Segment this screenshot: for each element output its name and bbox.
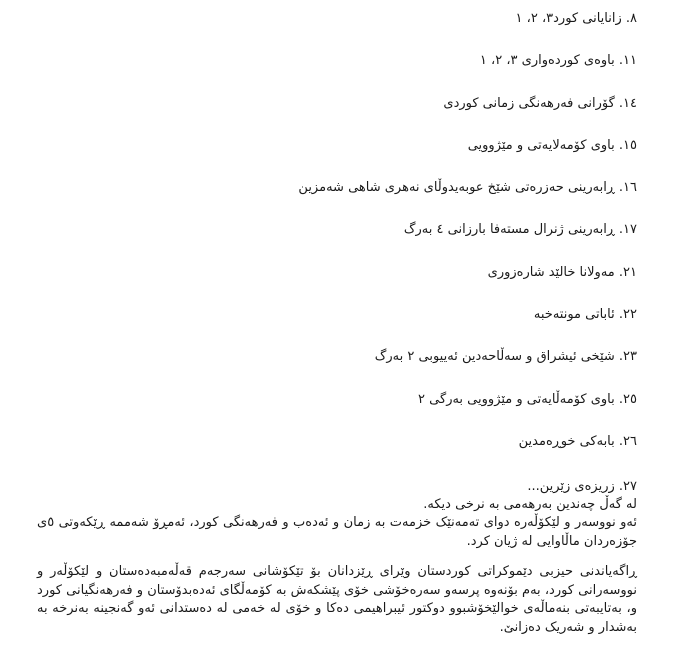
list-item: ١١. باوەی کوردەواری ٣، ٢، ١ bbox=[479, 53, 637, 69]
list-item: ٨. زانایانی کورد٣، ٢، ١ bbox=[515, 11, 637, 26]
list-item: ٢٣. شێخی ئیشراق و سەڵاحەدین ئەییوبی ٢ بەرگ bbox=[374, 349, 637, 365]
list-item: ١٤. گۆرانی فەرهەنگی زمانی کوردی bbox=[443, 95, 637, 111]
paragraph-passing: ئەو نووسەر و لێکۆڵەرە دوای تەمەنێک خزمەت بە زمان و ئەدەب و فەرهەنگی کورد، ئەمڕۆ شەممە ڕێکەوتی ٥ی جۆزەردان ماڵاوایی لە ژیان کرد. bbox=[37, 515, 637, 549]
list-item: ١٦. ڕابەرینی حەزرەتی شێخ عوبەیدوڵای نەهری شاهی شەمزین bbox=[298, 180, 637, 196]
list-item: ١٥. باوی کۆمەلایەتی و مێژوویی bbox=[467, 137, 637, 153]
list-item: ٢٥. باوی کۆمەڵایەتی و مێژوویی بەرگی ٢ bbox=[418, 391, 637, 407]
works-list bbox=[37, 10, 637, 475]
list-item: ١٧. ڕابەرینی ژنرال مستەفا بارزانی ٤ بەرگ bbox=[403, 222, 637, 238]
list-item-last: ٢٧. زریزەی زێرین... bbox=[527, 479, 637, 494]
list-item: ٢٢. ئاباتی مونتەخبە bbox=[533, 307, 637, 323]
paragraph-other-works: لە گەڵ چەندین بەرهەمی بە نرخی دیکە. bbox=[423, 497, 637, 512]
list-item: ٢٦. بابەکی خوڕەمدین bbox=[518, 433, 637, 449]
list-item: ٢١. مەولانا خالێد شارەزوری bbox=[487, 264, 637, 280]
paragraph-condolence: ڕاگەیاندنی حیزبی دێموکراتی کوردستان وێرای ڕێزدانان بۆ تێکۆشانی سەرجەم قەڵەمبەدەستان و لێکۆڵەر و نووسەرانی کورد، بەم بۆنەوە پرسەو سەرەخۆشی خۆی پێشکەش بە کۆمەڵگای ئەدەبدۆستان و فەرهەنگیانی کورد و، بەتایبەتی بنەماڵەی خوالێخۆشبوو دوکتور ئیبراهیمی دەکا و خۆی لە خەمی لە دەستدانی ئەو گەنجینە بەنرخە بە بەشدار و شەریک دەزانێ. bbox=[37, 564, 637, 635]
